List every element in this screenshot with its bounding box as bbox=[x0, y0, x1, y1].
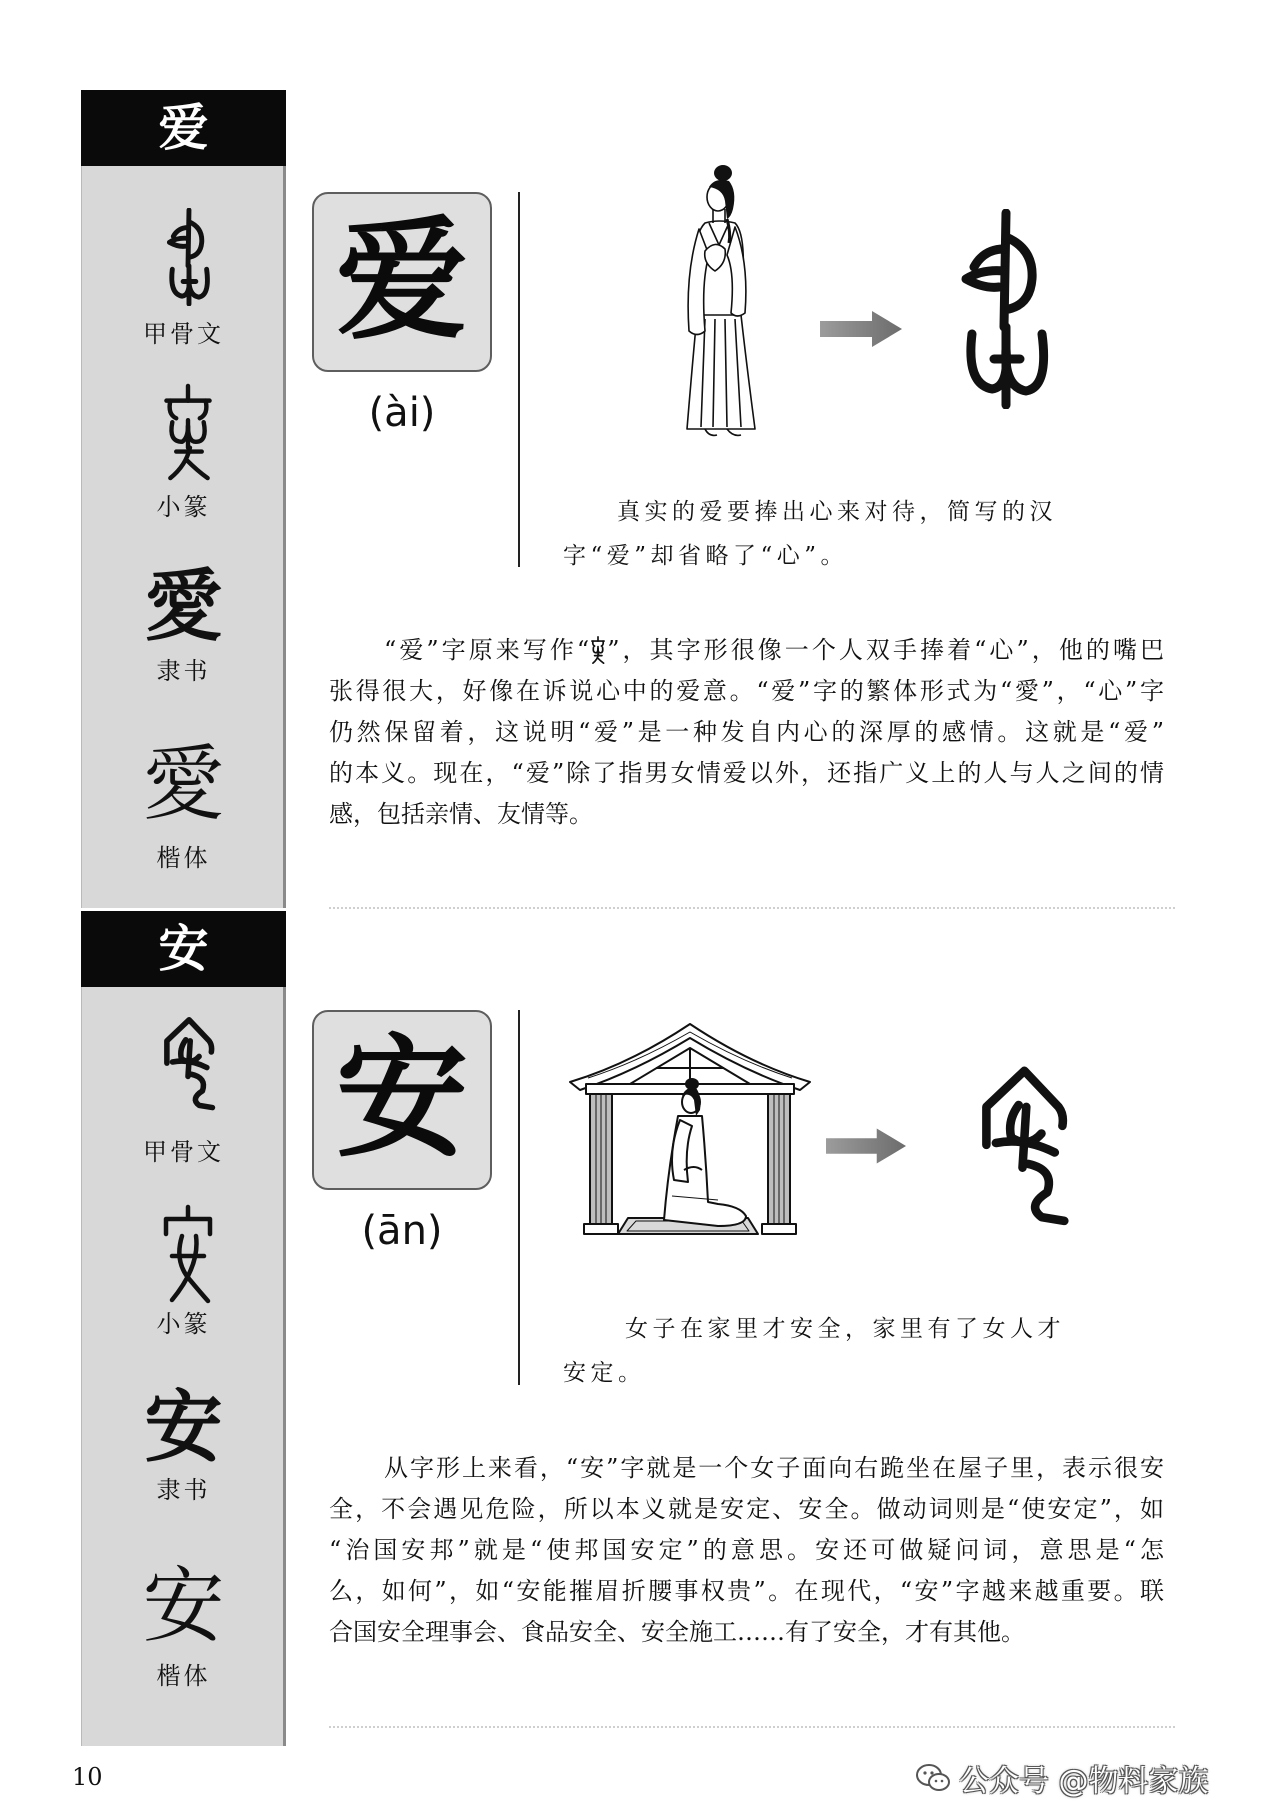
paragraph-line: 么，如何”，如“安能摧眉折腰事权贵”。在现代，“安”字越来越重要。联 bbox=[329, 1577, 1164, 1605]
page-number: 10 bbox=[72, 1763, 103, 1791]
wechat-icon bbox=[915, 1762, 951, 1794]
pinyin: (ān) bbox=[361, 1208, 443, 1254]
woman-kneeling-in-house-illustration bbox=[568, 1020, 812, 1247]
paragraph-line: 张得很大，好像在诉说心中的爱意。“爱”字的繁体形式为“愛”，“心”字 bbox=[329, 677, 1164, 705]
arrow-right-icon bbox=[820, 311, 902, 347]
paragraph-line: “治国安邦”就是“使邦国安定”的意思。安还可做疑问词，意思是“怎 bbox=[329, 1536, 1164, 1564]
section-divider bbox=[329, 907, 1175, 909]
watermark-text: 公众号 @物料家族 bbox=[959, 1764, 1209, 1799]
paragraph-line: 全，不会遇见危险，所以本义就是安定、安全。做动词则是“使安定”，如 bbox=[329, 1495, 1164, 1523]
form-label-oracle-bone: 甲骨文 bbox=[143, 320, 224, 348]
paragraph-line: 从字形上来看，“安”字就是一个女子面向右跪坐在屋子里，表示很安 bbox=[384, 1454, 1164, 1482]
pinyin: (ài) bbox=[368, 390, 436, 436]
sidebar-header-ai: 爱 bbox=[81, 90, 286, 166]
paragraph-text: ”，其字形很像一个人双手捧着“心”，他的嘴巴 bbox=[607, 636, 1164, 664]
illustration-caption bbox=[563, 1307, 1065, 1395]
paragraph-text: “爱”字原来写作“ bbox=[384, 636, 590, 664]
paragraph-line: 感，包括亲情、友情等。 bbox=[329, 800, 593, 828]
paragraph-line: 合国安全理事会、食品安全、安全施工……有了安全，才有其他。 bbox=[329, 1618, 1025, 1646]
character-box: 爱 bbox=[312, 192, 492, 372]
section-divider bbox=[329, 1726, 1175, 1728]
ai-small-seal-inline-glyph bbox=[589, 636, 607, 664]
paragraph-line bbox=[329, 630, 1164, 671]
vertical-divider bbox=[518, 1010, 520, 1385]
explanation-paragraph bbox=[329, 630, 1164, 835]
character-box: 安 bbox=[312, 1010, 492, 1190]
form-label-regular-script: 楷体 bbox=[156, 844, 211, 872]
ai-oracle-bone-glyph bbox=[954, 209, 1054, 409]
clerical-script-glyph: 安 bbox=[144, 1382, 223, 1473]
an-oracle-bone-glyph bbox=[158, 1012, 218, 1112]
ai-oracle-bone-glyph bbox=[158, 208, 218, 306]
caption-line: 字“爱”却省略了“心”。 bbox=[563, 543, 849, 569]
woman-holding-heart-illustration bbox=[675, 163, 770, 443]
form-label-small-seal: 小篆 bbox=[156, 493, 211, 521]
form-label-clerical-script: 隶书 bbox=[156, 1476, 211, 1504]
form-label-regular-script: 楷体 bbox=[156, 1662, 211, 1690]
watermark bbox=[915, 1758, 1209, 1798]
ai-small-seal-glyph bbox=[158, 383, 218, 481]
form-label-clerical-script: 隶书 bbox=[156, 657, 211, 685]
form-label-small-seal: 小篆 bbox=[156, 1310, 211, 1338]
caption-line: 安定。 bbox=[563, 1360, 646, 1386]
illustration-caption bbox=[563, 490, 1061, 578]
an-oracle-bone-glyph bbox=[975, 1057, 1070, 1229]
sidebar-header-an: 安 bbox=[81, 911, 286, 987]
regular-script-glyph: 安 bbox=[142, 1559, 225, 1654]
form-label-oracle-bone: 甲骨文 bbox=[143, 1138, 224, 1166]
paragraph-line: 仍然保留着，这说明“爱”是一种发自内心的深厚的感情。这就是“爱” bbox=[329, 718, 1164, 746]
vertical-divider bbox=[518, 192, 520, 567]
arrow-right-icon bbox=[826, 1128, 906, 1164]
explanation-paragraph bbox=[329, 1448, 1164, 1653]
caption-line: 真实的爱要捧出心来对待，简写的汉 bbox=[617, 499, 1057, 525]
clerical-script-glyph: 愛 bbox=[144, 561, 223, 652]
regular-script-glyph: 愛 bbox=[142, 737, 225, 832]
an-small-seal-glyph bbox=[158, 1204, 218, 1304]
caption-line: 女子在家里才安全，家里有了女人才 bbox=[625, 1316, 1065, 1342]
paragraph-line: 的本义。现在，“爱”除了指男女情爱以外，还指广义上的人与人之间的情 bbox=[329, 759, 1164, 787]
